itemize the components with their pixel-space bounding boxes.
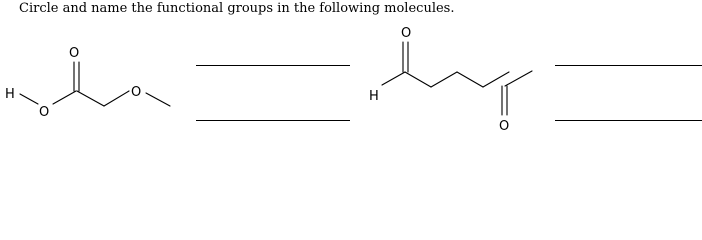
mol2-oxygen-ketone-label: O [499, 119, 510, 134]
answer-blank-2[interactable] [196, 120, 350, 121]
answer-blank-3[interactable] [555, 65, 702, 66]
instruction-text: Circle and name the functional groups in the following molecules. [19, 1, 455, 16]
answer-blank-1[interactable] [196, 65, 350, 66]
mol1-oxygen-link-label: O [39, 105, 50, 120]
mol2-bond-c3-c4 [457, 72, 483, 87]
mol2-bond-c1-c2 [405, 72, 431, 87]
mol2-bond-c-ch3 [505, 71, 532, 86]
mol1-hydrogen-label: H [5, 87, 15, 102]
answer-blank-4[interactable] [555, 120, 702, 121]
mol2-bond-c2-c3 [431, 72, 457, 87]
mol2-oxygen-aldehyde-label: O [401, 26, 412, 41]
mol2-bond-c-h [382, 72, 405, 85]
mol2-hydrogen-label: H [369, 89, 379, 104]
mol1-oxygen-carbonyl-label: O [69, 46, 80, 61]
mol1-oxygen-ether-label: O [131, 85, 142, 100]
mol2-bond-c4-c5 [483, 72, 509, 87]
